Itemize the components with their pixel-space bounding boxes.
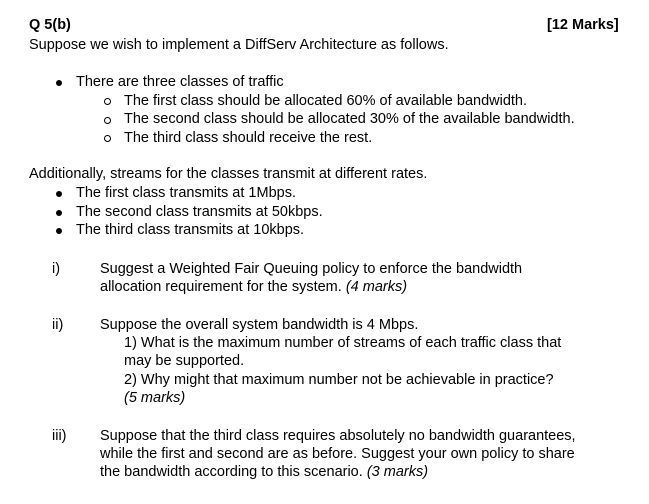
classes-bullet-text: There are three classes of traffic [76, 74, 284, 90]
circle-bullet-icon [104, 117, 111, 124]
intro-text: Suppose we wish to implement a DiffServ Architecture as follows. [29, 37, 449, 53]
question-text-line: Suppose that the third class requires absolutely no bandwidth guarantees, [100, 428, 576, 444]
question-label: Q 5(b) [29, 17, 71, 33]
question-text-line: Suggest a Weighted Fair Queuing policy to enforce the bandwidth [100, 261, 523, 277]
question-number: i) [52, 261, 61, 277]
question-text-line: 1) What is the maximum number of streams of each traffic class that [124, 335, 562, 351]
allocation-item: The first class should be allocated 60% of available bandwidth. [124, 93, 528, 109]
question-text-line: Suppose the overall system bandwidth is 4 Mbps. [100, 317, 419, 333]
question-number: ii) [52, 317, 64, 333]
question-text: allocation requirement for the system. [100, 279, 346, 295]
question-text-line: may be supported. [124, 353, 245, 369]
circle-bullet-icon [104, 98, 111, 105]
allocation-item: The third class should receive the rest. [124, 130, 373, 146]
question-number: iii) [52, 428, 67, 444]
rate-item: The second class transmits at 50kbps. [76, 204, 323, 220]
question-text: the bandwidth according to this scenario. [100, 464, 367, 480]
circle-bullet-icon [104, 135, 111, 142]
bullet-dot-icon [56, 191, 62, 197]
question-marks: (5 marks) [124, 390, 186, 406]
rate-item: The third class transmits at 10kbps. [76, 222, 305, 238]
question-text-line [100, 279, 407, 296]
bullet-dot-icon [56, 210, 62, 216]
question-marks: (3 marks) [366, 464, 429, 480]
question-marks: (4 marks) [345, 279, 408, 295]
allocation-item: The second class should be allocated 30% of the available bandwidth. [124, 111, 575, 127]
question-text-line: 2) Why might that maximum number not be achievable in practice? [124, 372, 554, 388]
question-text-line: while the first and second are as before. Suggest your own policy to share [100, 446, 575, 462]
marks-label: [12 Marks] [547, 17, 619, 33]
bullet-dot-icon [56, 228, 62, 234]
bullet-dot-icon [56, 80, 62, 86]
additionally-text: Additionally, streams for the classes transmit at different rates. [29, 166, 428, 182]
rate-item: The first class transmits at 1Mbps. [76, 185, 296, 201]
question-text-line [100, 464, 428, 481]
